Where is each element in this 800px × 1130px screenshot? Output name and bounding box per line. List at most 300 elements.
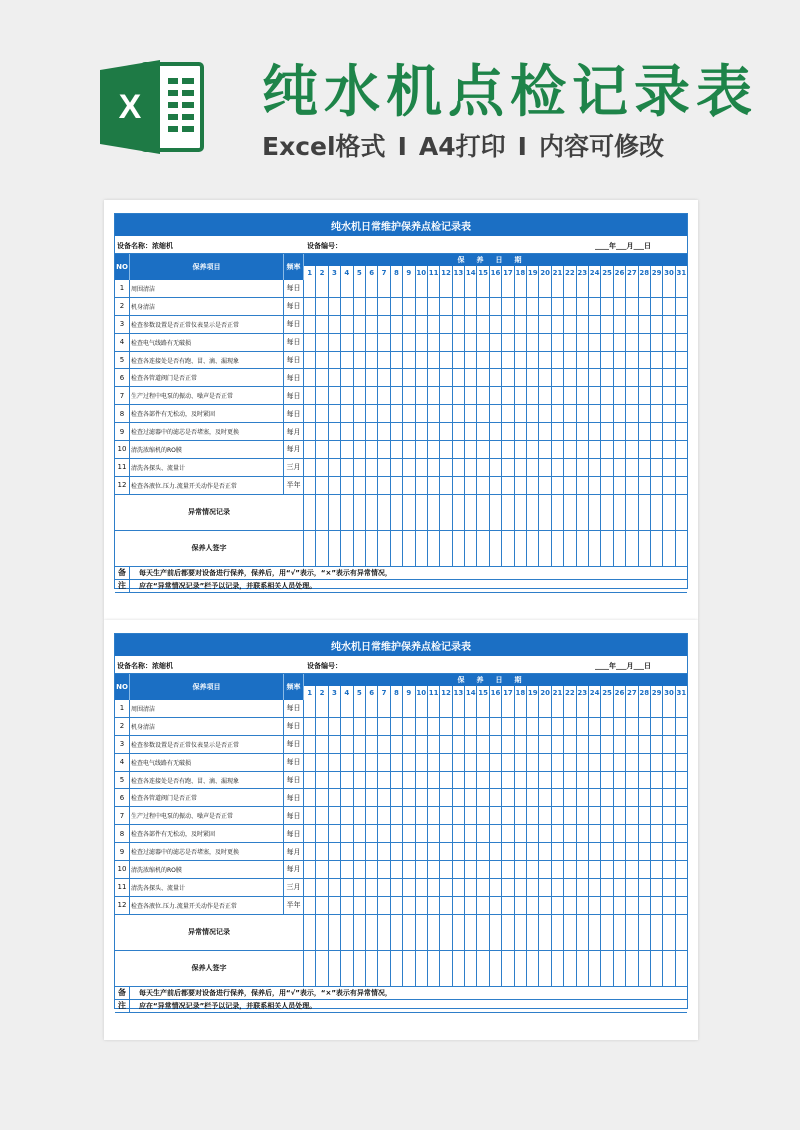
check-cell[interactable]	[539, 718, 551, 735]
check-cell[interactable]	[564, 531, 576, 566]
check-cell[interactable]	[428, 951, 440, 986]
check-cell[interactable]	[366, 298, 378, 315]
check-cell[interactable]	[341, 754, 353, 771]
check-cell[interactable]	[341, 736, 353, 753]
check-cell[interactable]	[329, 807, 341, 824]
check-cell[interactable]	[527, 369, 539, 386]
check-cell[interactable]	[651, 754, 663, 771]
check-cell[interactable]	[354, 951, 366, 986]
check-cell[interactable]	[577, 700, 589, 717]
check-cell[interactable]	[354, 754, 366, 771]
check-cell[interactable]	[577, 754, 589, 771]
check-cell[interactable]	[614, 951, 626, 986]
check-cell[interactable]	[601, 772, 613, 789]
check-cell[interactable]	[416, 369, 428, 386]
check-cell[interactable]	[465, 387, 477, 404]
check-cell[interactable]	[502, 423, 514, 440]
check-cell[interactable]	[614, 700, 626, 717]
check-cell[interactable]	[589, 861, 601, 878]
check-cell[interactable]	[639, 807, 651, 824]
check-cell[interactable]	[354, 441, 366, 458]
check-cell[interactable]	[378, 825, 390, 842]
check-cell[interactable]	[304, 334, 316, 351]
check-cell[interactable]	[515, 334, 527, 351]
check-cell[interactable]	[465, 754, 477, 771]
check-cell[interactable]	[577, 825, 589, 842]
check-cell[interactable]	[527, 441, 539, 458]
check-cell[interactable]	[416, 459, 428, 476]
check-cell[interactable]	[564, 736, 576, 753]
check-cell[interactable]	[490, 298, 502, 315]
check-cell[interactable]	[601, 700, 613, 717]
check-cell[interactable]	[316, 951, 328, 986]
check-cell[interactable]	[502, 843, 514, 860]
check-cell[interactable]	[663, 387, 675, 404]
check-cell[interactable]	[391, 951, 403, 986]
check-cell[interactable]	[564, 772, 576, 789]
check-cell[interactable]	[589, 897, 601, 914]
check-cell[interactable]	[552, 441, 564, 458]
check-cell[interactable]	[440, 423, 452, 440]
check-cell[interactable]	[428, 531, 440, 566]
check-cell[interactable]	[440, 352, 452, 369]
check-cell[interactable]	[527, 843, 539, 860]
check-cell[interactable]	[403, 772, 415, 789]
check-cell[interactable]	[639, 369, 651, 386]
check-cell[interactable]	[601, 879, 613, 896]
check-cell[interactable]	[577, 441, 589, 458]
check-cell[interactable]	[614, 298, 626, 315]
check-cell[interactable]	[539, 352, 551, 369]
check-cell[interactable]	[564, 825, 576, 842]
check-cell[interactable]	[601, 915, 613, 950]
check-cell[interactable]	[663, 441, 675, 458]
check-cell[interactable]	[515, 459, 527, 476]
check-cell[interactable]	[416, 843, 428, 860]
check-cell[interactable]	[601, 789, 613, 806]
check-cell[interactable]	[577, 843, 589, 860]
check-cell[interactable]	[589, 423, 601, 440]
check-cell[interactable]	[378, 405, 390, 422]
check-cell[interactable]	[453, 441, 465, 458]
check-cell[interactable]	[391, 825, 403, 842]
check-cell[interactable]	[304, 915, 316, 950]
check-cell[interactable]	[626, 459, 638, 476]
check-cell[interactable]	[416, 531, 428, 566]
check-cell[interactable]	[527, 334, 539, 351]
check-cell[interactable]	[527, 789, 539, 806]
check-cell[interactable]	[564, 807, 576, 824]
check-cell[interactable]	[304, 459, 316, 476]
check-cell[interactable]	[428, 477, 440, 494]
check-cell[interactable]	[453, 700, 465, 717]
check-cell[interactable]	[391, 334, 403, 351]
check-cell[interactable]	[403, 807, 415, 824]
check-cell[interactable]	[403, 861, 415, 878]
check-cell[interactable]	[440, 843, 452, 860]
check-cell[interactable]	[453, 405, 465, 422]
check-cell[interactable]	[304, 423, 316, 440]
check-cell[interactable]	[651, 316, 663, 333]
check-cell[interactable]	[329, 280, 341, 297]
check-cell[interactable]	[341, 316, 353, 333]
check-cell[interactable]	[366, 477, 378, 494]
check-cell[interactable]	[626, 736, 638, 753]
check-cell[interactable]	[477, 772, 489, 789]
check-cell[interactable]	[589, 316, 601, 333]
check-cell[interactable]	[614, 423, 626, 440]
check-cell[interactable]	[465, 718, 477, 735]
check-cell[interactable]	[403, 789, 415, 806]
check-cell[interactable]	[477, 861, 489, 878]
check-cell[interactable]	[502, 915, 514, 950]
check-cell[interactable]	[316, 736, 328, 753]
check-cell[interactable]	[626, 861, 638, 878]
check-cell[interactable]	[490, 772, 502, 789]
check-cell[interactable]	[366, 334, 378, 351]
check-cell[interactable]	[651, 334, 663, 351]
check-cell[interactable]	[515, 423, 527, 440]
check-cell[interactable]	[651, 352, 663, 369]
check-cell[interactable]	[676, 477, 687, 494]
check-cell[interactable]	[440, 700, 452, 717]
check-cell[interactable]	[564, 387, 576, 404]
check-cell[interactable]	[676, 861, 687, 878]
check-cell[interactable]	[601, 843, 613, 860]
check-cell[interactable]	[564, 495, 576, 530]
check-cell[interactable]	[564, 718, 576, 735]
check-cell[interactable]	[477, 369, 489, 386]
check-cell[interactable]	[515, 843, 527, 860]
check-cell[interactable]	[601, 459, 613, 476]
check-cell[interactable]	[477, 915, 489, 950]
check-cell[interactable]	[651, 459, 663, 476]
check-cell[interactable]	[378, 459, 390, 476]
check-cell[interactable]	[527, 915, 539, 950]
check-cell[interactable]	[614, 772, 626, 789]
check-cell[interactable]	[502, 316, 514, 333]
check-cell[interactable]	[416, 441, 428, 458]
check-cell[interactable]	[651, 879, 663, 896]
check-cell[interactable]	[403, 352, 415, 369]
check-cell[interactable]	[552, 825, 564, 842]
check-cell[interactable]	[465, 951, 477, 986]
check-cell[interactable]	[465, 334, 477, 351]
check-cell[interactable]	[428, 423, 440, 440]
check-cell[interactable]	[316, 369, 328, 386]
check-cell[interactable]	[539, 700, 551, 717]
check-cell[interactable]	[329, 405, 341, 422]
check-cell[interactable]	[663, 700, 675, 717]
check-cell[interactable]	[515, 951, 527, 986]
check-cell[interactable]	[341, 405, 353, 422]
check-cell[interactable]	[639, 789, 651, 806]
check-cell[interactable]	[465, 298, 477, 315]
check-cell[interactable]	[651, 718, 663, 735]
check-cell[interactable]	[378, 843, 390, 860]
check-cell[interactable]	[589, 441, 601, 458]
check-cell[interactable]	[676, 316, 687, 333]
check-cell[interactable]	[577, 369, 589, 386]
check-cell[interactable]	[440, 951, 452, 986]
check-cell[interactable]	[639, 459, 651, 476]
check-cell[interactable]	[676, 495, 687, 530]
check-cell[interactable]	[577, 951, 589, 986]
check-cell[interactable]	[651, 825, 663, 842]
check-cell[interactable]	[577, 789, 589, 806]
check-cell[interactable]	[527, 477, 539, 494]
check-cell[interactable]	[502, 369, 514, 386]
check-cell[interactable]	[341, 897, 353, 914]
check-cell[interactable]	[329, 423, 341, 440]
check-cell[interactable]	[316, 441, 328, 458]
check-cell[interactable]	[341, 700, 353, 717]
check-cell[interactable]	[366, 861, 378, 878]
check-cell[interactable]	[515, 441, 527, 458]
check-cell[interactable]	[490, 352, 502, 369]
check-cell[interactable]	[639, 531, 651, 566]
check-cell[interactable]	[440, 495, 452, 530]
check-cell[interactable]	[378, 718, 390, 735]
check-cell[interactable]	[391, 405, 403, 422]
check-cell[interactable]	[329, 387, 341, 404]
check-cell[interactable]	[440, 477, 452, 494]
check-cell[interactable]	[651, 387, 663, 404]
check-cell[interactable]	[663, 879, 675, 896]
check-cell[interactable]	[391, 459, 403, 476]
check-cell[interactable]	[564, 316, 576, 333]
check-cell[interactable]	[428, 807, 440, 824]
check-cell[interactable]	[304, 754, 316, 771]
check-cell[interactable]	[577, 316, 589, 333]
check-cell[interactable]	[663, 352, 675, 369]
check-cell[interactable]	[477, 825, 489, 842]
check-cell[interactable]	[515, 897, 527, 914]
check-cell[interactable]	[316, 298, 328, 315]
check-cell[interactable]	[614, 897, 626, 914]
check-cell[interactable]	[440, 772, 452, 789]
check-cell[interactable]	[589, 718, 601, 735]
check-cell[interactable]	[366, 700, 378, 717]
check-cell[interactable]	[316, 897, 328, 914]
check-cell[interactable]	[477, 736, 489, 753]
check-cell[interactable]	[403, 915, 415, 950]
check-cell[interactable]	[651, 280, 663, 297]
check-cell[interactable]	[577, 879, 589, 896]
check-cell[interactable]	[428, 280, 440, 297]
check-cell[interactable]	[354, 915, 366, 950]
check-cell[interactable]	[440, 441, 452, 458]
check-cell[interactable]	[440, 405, 452, 422]
check-cell[interactable]	[564, 754, 576, 771]
check-cell[interactable]	[577, 736, 589, 753]
check-cell[interactable]	[341, 807, 353, 824]
check-cell[interactable]	[391, 477, 403, 494]
check-cell[interactable]	[552, 772, 564, 789]
check-cell[interactable]	[676, 369, 687, 386]
check-cell[interactable]	[428, 789, 440, 806]
check-cell[interactable]	[391, 861, 403, 878]
check-cell[interactable]	[416, 718, 428, 735]
check-cell[interactable]	[626, 316, 638, 333]
check-cell[interactable]	[477, 879, 489, 896]
check-cell[interactable]	[515, 861, 527, 878]
check-cell[interactable]	[341, 352, 353, 369]
check-cell[interactable]	[329, 915, 341, 950]
check-cell[interactable]	[428, 700, 440, 717]
check-cell[interactable]	[601, 718, 613, 735]
check-cell[interactable]	[391, 316, 403, 333]
check-cell[interactable]	[391, 772, 403, 789]
check-cell[interactable]	[428, 316, 440, 333]
check-cell[interactable]	[416, 298, 428, 315]
check-cell[interactable]	[614, 280, 626, 297]
check-cell[interactable]	[477, 298, 489, 315]
check-cell[interactable]	[552, 736, 564, 753]
check-cell[interactable]	[515, 298, 527, 315]
check-cell[interactable]	[341, 531, 353, 566]
check-cell[interactable]	[502, 772, 514, 789]
check-cell[interactable]	[614, 861, 626, 878]
check-cell[interactable]	[589, 843, 601, 860]
check-cell[interactable]	[676, 298, 687, 315]
check-cell[interactable]	[626, 352, 638, 369]
check-cell[interactable]	[515, 718, 527, 735]
check-cell[interactable]	[378, 477, 390, 494]
check-cell[interactable]	[477, 531, 489, 566]
check-cell[interactable]	[366, 387, 378, 404]
check-cell[interactable]	[428, 334, 440, 351]
check-cell[interactable]	[403, 495, 415, 530]
check-cell[interactable]	[539, 387, 551, 404]
check-cell[interactable]	[527, 531, 539, 566]
check-cell[interactable]	[341, 369, 353, 386]
check-cell[interactable]	[465, 441, 477, 458]
check-cell[interactable]	[354, 316, 366, 333]
check-cell[interactable]	[589, 369, 601, 386]
check-cell[interactable]	[453, 789, 465, 806]
check-cell[interactable]	[676, 352, 687, 369]
check-cell[interactable]	[502, 754, 514, 771]
check-cell[interactable]	[515, 736, 527, 753]
check-cell[interactable]	[465, 477, 477, 494]
check-cell[interactable]	[341, 495, 353, 530]
check-cell[interactable]	[502, 807, 514, 824]
check-cell[interactable]	[639, 352, 651, 369]
check-cell[interactable]	[663, 754, 675, 771]
check-cell[interactable]	[465, 369, 477, 386]
check-cell[interactable]	[676, 531, 687, 566]
check-cell[interactable]	[601, 861, 613, 878]
check-cell[interactable]	[453, 825, 465, 842]
check-cell[interactable]	[676, 825, 687, 842]
check-cell[interactable]	[378, 316, 390, 333]
check-cell[interactable]	[378, 280, 390, 297]
check-cell[interactable]	[440, 316, 452, 333]
check-cell[interactable]	[502, 477, 514, 494]
check-cell[interactable]	[316, 772, 328, 789]
check-cell[interactable]	[626, 718, 638, 735]
check-cell[interactable]	[477, 334, 489, 351]
check-cell[interactable]	[366, 495, 378, 530]
check-cell[interactable]	[465, 807, 477, 824]
check-cell[interactable]	[663, 861, 675, 878]
check-cell[interactable]	[378, 789, 390, 806]
check-cell[interactable]	[515, 280, 527, 297]
check-cell[interactable]	[663, 772, 675, 789]
check-cell[interactable]	[676, 459, 687, 476]
check-cell[interactable]	[416, 861, 428, 878]
check-cell[interactable]	[440, 754, 452, 771]
check-cell[interactable]	[663, 789, 675, 806]
check-cell[interactable]	[304, 772, 316, 789]
check-cell[interactable]	[601, 807, 613, 824]
check-cell[interactable]	[490, 387, 502, 404]
check-cell[interactable]	[416, 772, 428, 789]
check-cell[interactable]	[477, 789, 489, 806]
check-cell[interactable]	[577, 897, 589, 914]
check-cell[interactable]	[490, 495, 502, 530]
check-cell[interactable]	[477, 459, 489, 476]
check-cell[interactable]	[527, 459, 539, 476]
check-cell[interactable]	[316, 915, 328, 950]
check-cell[interactable]	[589, 736, 601, 753]
check-cell[interactable]	[378, 807, 390, 824]
check-cell[interactable]	[577, 861, 589, 878]
check-cell[interactable]	[663, 477, 675, 494]
check-cell[interactable]	[341, 861, 353, 878]
check-cell[interactable]	[316, 405, 328, 422]
check-cell[interactable]	[490, 951, 502, 986]
check-cell[interactable]	[329, 861, 341, 878]
check-cell[interactable]	[564, 897, 576, 914]
check-cell[interactable]	[614, 459, 626, 476]
check-cell[interactable]	[440, 531, 452, 566]
check-cell[interactable]	[539, 495, 551, 530]
check-cell[interactable]	[601, 897, 613, 914]
check-cell[interactable]	[564, 951, 576, 986]
check-cell[interactable]	[614, 405, 626, 422]
check-cell[interactable]	[428, 369, 440, 386]
check-cell[interactable]	[539, 754, 551, 771]
check-cell[interactable]	[577, 459, 589, 476]
check-cell[interactable]	[304, 789, 316, 806]
check-cell[interactable]	[626, 369, 638, 386]
check-cell[interactable]	[601, 387, 613, 404]
check-cell[interactable]	[465, 789, 477, 806]
check-cell[interactable]	[465, 772, 477, 789]
check-cell[interactable]	[515, 387, 527, 404]
check-cell[interactable]	[440, 807, 452, 824]
check-cell[interactable]	[552, 423, 564, 440]
check-cell[interactable]	[577, 423, 589, 440]
check-cell[interactable]	[490, 531, 502, 566]
check-cell[interactable]	[626, 951, 638, 986]
check-cell[interactable]	[515, 879, 527, 896]
check-cell[interactable]	[564, 879, 576, 896]
check-cell[interactable]	[614, 843, 626, 860]
check-cell[interactable]	[552, 405, 564, 422]
check-cell[interactable]	[416, 807, 428, 824]
check-cell[interactable]	[366, 754, 378, 771]
check-cell[interactable]	[663, 334, 675, 351]
check-cell[interactable]	[354, 897, 366, 914]
check-cell[interactable]	[403, 405, 415, 422]
check-cell[interactable]	[577, 495, 589, 530]
check-cell[interactable]	[601, 825, 613, 842]
check-cell[interactable]	[378, 369, 390, 386]
check-cell[interactable]	[502, 736, 514, 753]
